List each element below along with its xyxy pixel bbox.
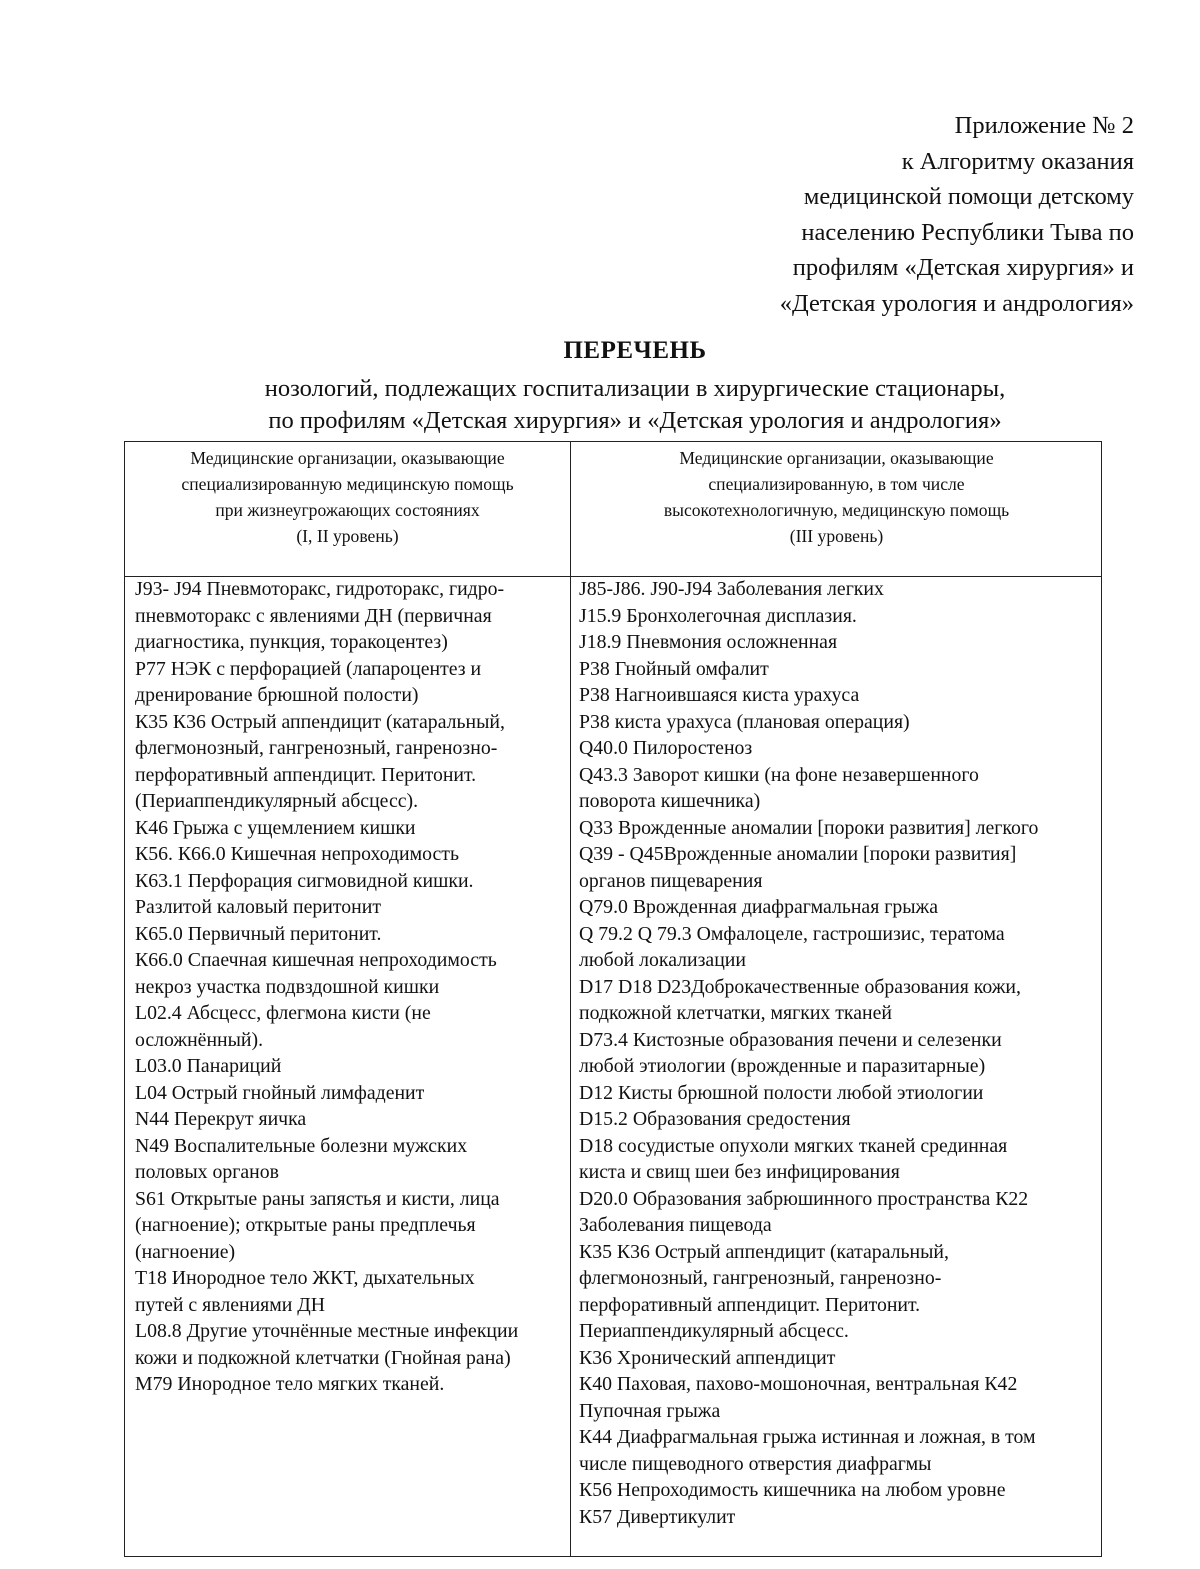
right-column-line: Пупочная грыжа <box>579 1399 721 1422</box>
left-column-line: К46 Грыжа с ущемлением кишки <box>135 816 416 839</box>
left-column-line: (Периаппендикулярный абсцесс). <box>135 790 419 812</box>
left-column-line: К63.1 Перфорация сигмовидной кишки. <box>135 869 474 892</box>
right-column-line: перфоративный аппендицит. Перитонит. <box>579 1293 921 1316</box>
left-column-line: дренирование брюшной полости) <box>135 684 419 706</box>
left-column-line: (нагноение) <box>135 1240 236 1263</box>
left-column-line: Р77 НЭК с перфорацией (лапароцентез и <box>135 657 482 680</box>
right-column-line: D18 сосудистые опухоли мягких тканей срединная <box>579 1134 1008 1157</box>
left-column-line: путей с явлениями ДН <box>135 1293 326 1316</box>
right-column-line: киста и свищ шеи без инфицирования <box>579 1161 900 1183</box>
table-header-left <box>125 445 570 549</box>
right-column-line: К35 К36 Острый аппендицит (катаральный, <box>579 1240 949 1263</box>
right-column-line: D12 Кисты брюшной полости любой этиологии <box>579 1081 984 1104</box>
left-column-line: перфоративный аппендицит. Перитонит. <box>135 763 477 786</box>
right-column-line: Р38 Гнойный омфалит <box>579 657 769 680</box>
left-column-line: L02.4 Абсцесс, флегмона кисти (не <box>135 1002 431 1024</box>
left-column-line: (нагноение); открытые раны предплечья <box>135 1214 476 1236</box>
left-column-line: L03.0 Панариций <box>135 1055 282 1077</box>
left-column-line: М79 Инородное тело мягких тканей. <box>135 1373 445 1395</box>
right-column-line: любой локализации <box>579 949 746 971</box>
left-column-line: Разлитой каловый перитонит <box>135 896 381 918</box>
header-left-line: при жизнеугрожающих состояниях <box>215 500 480 520</box>
right-column-line: J85-J86. J90-J94 Заболевания легких <box>579 578 884 600</box>
header-right-line: специализированную, в том числе <box>708 474 965 494</box>
left-column-line: пневмоторакс с явлениями ДН (первичная <box>135 604 492 627</box>
table-column-left <box>135 576 565 1398</box>
right-column-line: Периаппендикулярный абсцесс. <box>579 1320 849 1342</box>
left-column-line: J93- J94 Пневмоторакс, гидроторакс, гидро- <box>135 578 505 600</box>
appendix-line: «Детская урология и андрология» <box>779 289 1134 317</box>
left-column-line: L04 Острый гнойный лимфаденит <box>135 1081 425 1104</box>
appendix-line: Приложение № 2 <box>954 112 1134 139</box>
right-column-line: Q 79.2 Q 79.3 Омфалоцеле, гастрошизис, тератома <box>579 922 1005 945</box>
header-left-line: специализированную медицинскую помощь <box>181 474 514 494</box>
right-column-line: Р38 киста урахуса (плановая операция) <box>579 710 910 733</box>
appendix-line: профилям «Детская хирургия» и <box>792 254 1134 281</box>
table-column-right <box>579 576 1097 1530</box>
right-column-line: К36 Хронический аппендицит <box>579 1346 836 1369</box>
left-column-line: N49 Воспалительные болезни мужских <box>135 1134 468 1157</box>
right-column-line: D17 D18 D23Доброкачественные образования кожи, <box>579 975 1021 998</box>
right-column-line: поворота кишечника) <box>579 790 761 812</box>
left-column-line: некроз участка подвздошной кишки <box>135 975 440 998</box>
appendix-line: к Алгоритму оказания <box>901 147 1134 175</box>
appendix-block <box>780 108 1134 321</box>
right-column-line: числе пищеводного отверстия диафрагмы <box>579 1452 932 1475</box>
left-column-line: К65.0 Первичный перитонит. <box>135 922 382 945</box>
right-column-line: любой этиологии (врожденные и паразитарные) <box>579 1055 986 1077</box>
left-column-line: L08.8 Другие уточнённые местные инфекции <box>135 1320 519 1342</box>
left-column-line: N44 Перекрут яичка <box>135 1108 307 1130</box>
header-left-line: (I, II уровень) <box>296 526 399 546</box>
right-column-line: Q40.0 Пилоростеноз <box>579 737 753 759</box>
header-right-line: Медицинские организации, оказывающие <box>679 448 994 468</box>
right-column-line: Q43.3 Заворот кишки (на фоне незавершенного <box>579 763 979 786</box>
table-column-divider <box>570 442 571 1556</box>
right-column-line: D15.2 Образования средостения <box>579 1108 851 1130</box>
left-column-line: Т18 Инородное тело ЖКТ, дыхательных <box>135 1267 475 1289</box>
appendix-line: населению Республики Тыва по <box>801 218 1134 246</box>
header-left-line: Медицинские организации, оказывающие <box>190 448 505 468</box>
left-column-line: осложнённый). <box>135 1028 264 1051</box>
document-subtitle-line-2: по профилям «Детская хирургия» и «Детская урология и андрология» <box>268 407 1002 434</box>
header-right-line: (III уровень) <box>789 526 884 546</box>
nosology-table <box>124 441 1102 1557</box>
right-column-line: К44 Диафрагмальная грыжа истинная и ложная, в том <box>579 1426 1036 1448</box>
right-column-line: К40 Паховая, пахово-мошоночная, вентральная К42 <box>579 1373 1018 1395</box>
left-column-line: S61 Открытые раны запястья и кисти, лица <box>135 1187 500 1210</box>
right-column-line: К57 Дивертикулит <box>579 1505 736 1528</box>
table-header-right <box>572 445 1101 549</box>
right-column-line: D73.4 Кистозные образования печени и селезенки <box>579 1028 1002 1051</box>
right-column-line: подкожной клетчатки, мягких тканей <box>579 1002 892 1024</box>
left-column-line: кожи и подкожной клетчатки (Гнойная рана) <box>135 1346 511 1369</box>
right-column-line: Q79.0 Врожденная диафрагмальная грыжа <box>579 896 938 918</box>
left-column-line: К35 К36 Острый аппендицит (катаральный, <box>135 710 505 733</box>
right-column-line: Q33 Врожденные аномалии [пороки развития] легкого <box>579 816 1039 839</box>
right-column-line: J18.9 Пневмония осложненная <box>579 631 838 653</box>
document-subtitle-line-1: нозологий, подлежащих госпитализации в хирургические стационары, <box>264 375 1006 402</box>
left-column-line: К66.0 Спаечная кишечная непроходимость <box>135 949 497 971</box>
left-column-line: К56. К66.0 Кишечная непроходимость <box>135 843 459 865</box>
right-column-line: Заболевания пищевода <box>579 1214 772 1236</box>
left-column-line: флегмонозный, гангренозный, ганренозно- <box>135 737 498 759</box>
left-column-line: половых органов <box>135 1161 279 1183</box>
right-column-line: Р38 Нагноившаяся киста урахуса <box>579 684 860 706</box>
right-column-line: D20.0 Образования забрюшинного пространства К22 <box>579 1187 1029 1210</box>
appendix-line: медицинской помощи детскому <box>803 183 1134 210</box>
document-title: ПЕРЕЧЕНЬ <box>563 337 707 364</box>
right-column-line: Q39 - Q45Врожденные аномалии [пороки развития] <box>579 843 1017 865</box>
header-right-line: высокотехнологичную, медицинскую помощь <box>663 500 1010 520</box>
right-column-line: К56 Непроходимость кишечника на любом уровне <box>579 1479 1006 1501</box>
right-column-line: флегмонозный, гангренозный, ганренозно- <box>579 1267 942 1289</box>
left-column-line: диагностика, пункция, торакоцентез) <box>135 631 448 653</box>
right-column-line: органов пищеварения <box>579 869 763 892</box>
right-column-line: J15.9 Бронхолегочная дисплазия. <box>579 604 857 627</box>
